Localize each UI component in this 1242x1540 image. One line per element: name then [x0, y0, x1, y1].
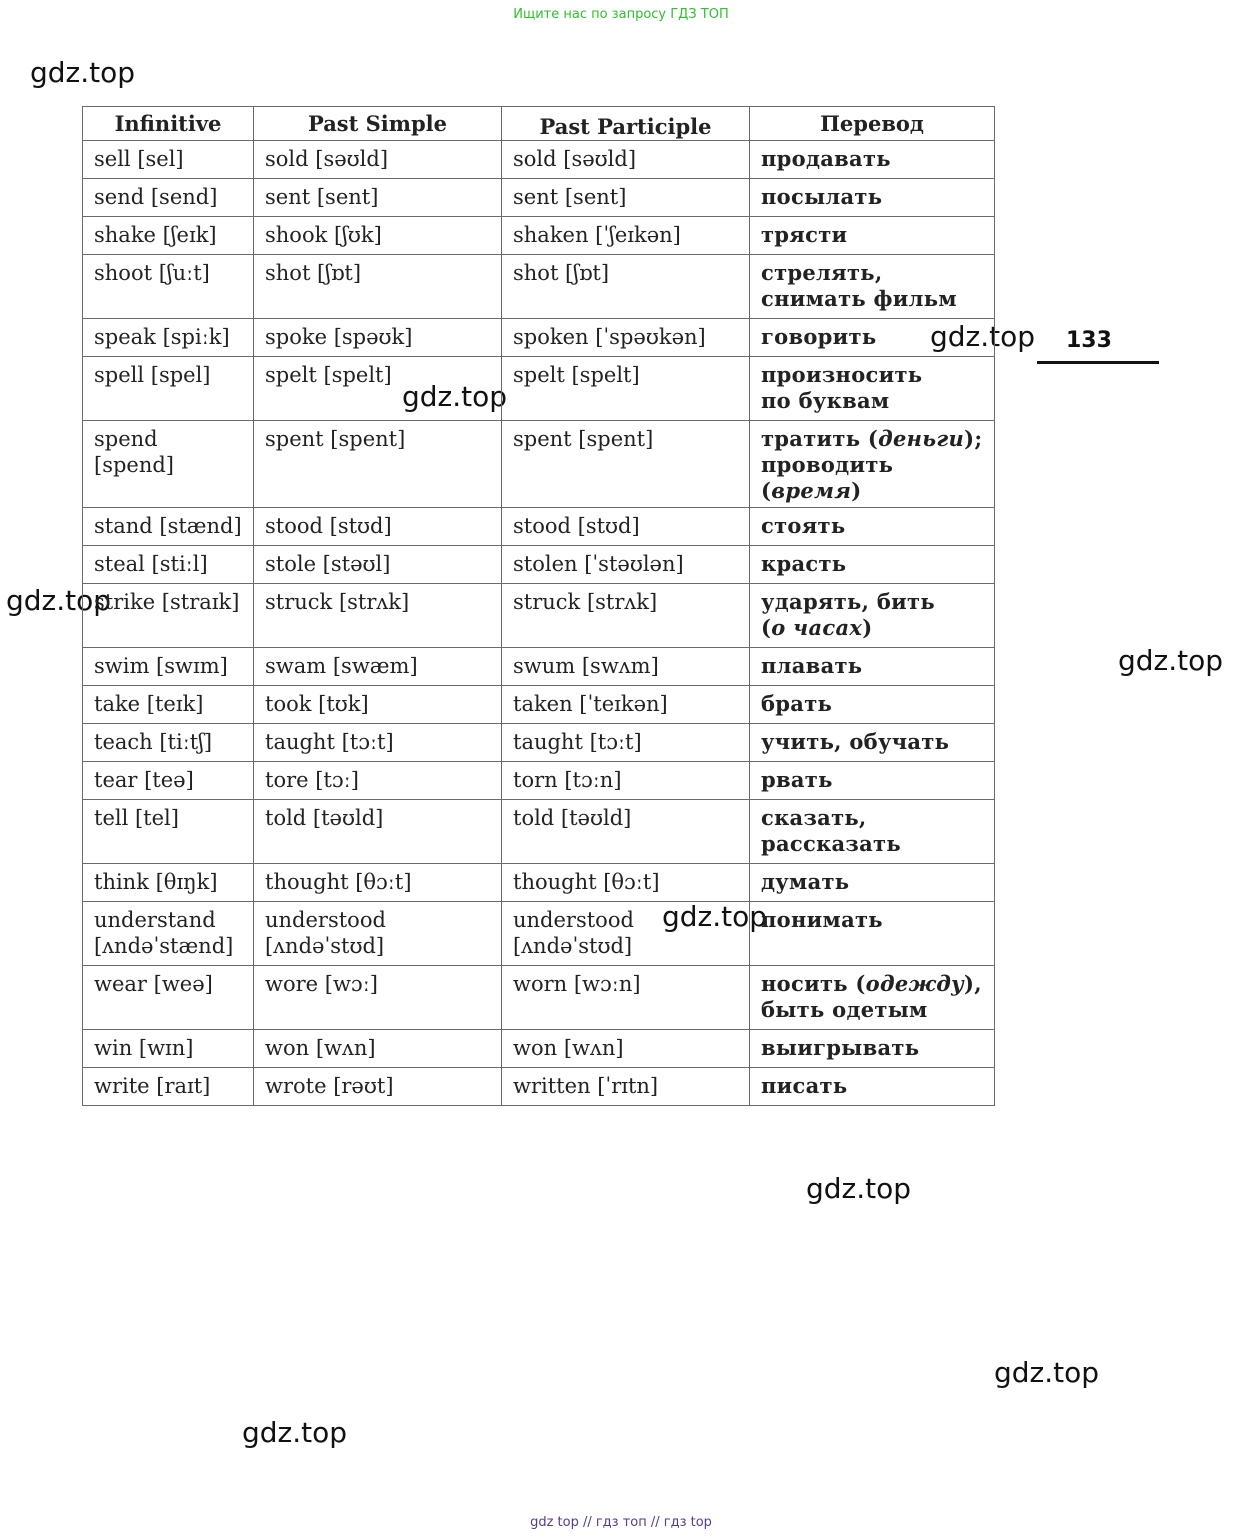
past-participle-cell: sold [səʊld]	[502, 141, 750, 179]
infinitive-cell: wear [weə]	[83, 966, 254, 1030]
table-row	[83, 508, 995, 546]
watermark: gdz.top	[402, 380, 508, 413]
infinitive-cell: tell [tel]	[83, 800, 254, 864]
past-participle-cell: written [ˈrɪtn]	[502, 1068, 750, 1106]
infinitive-cell: sell [sel]	[83, 141, 254, 179]
header-past-participle: Past Participle	[502, 107, 750, 141]
past-participle-cell: swum [swʌm]	[502, 648, 750, 686]
past-participle-cell: won [wʌn]	[502, 1030, 750, 1068]
past-simple-cell: took [tʊk]	[254, 686, 502, 724]
past-simple-cell: shook [ʃʊk]	[254, 217, 502, 255]
past-simple-cell: sold [səʊld]	[254, 141, 502, 179]
translation-cell: плавать	[750, 648, 995, 686]
infinitive-cell: take [teɪk]	[83, 686, 254, 724]
infinitive-cell: tear [teə]	[83, 762, 254, 800]
infinitive-cell: stand [stænd]	[83, 508, 254, 546]
table-row	[83, 1068, 995, 1106]
past-participle-cell: sent [sent]	[502, 179, 750, 217]
translation-cell: учить, обучать	[750, 724, 995, 762]
past-participle-cell: spent [spent]	[502, 421, 750, 508]
past-simple-cell: taught [tɔːt]	[254, 724, 502, 762]
table-row	[83, 724, 995, 762]
past-participle-cell: shaken [ˈʃeɪkən]	[502, 217, 750, 255]
table-row	[83, 648, 995, 686]
table-body	[83, 141, 995, 1106]
translation-cell: красть	[750, 546, 995, 584]
past-simple-cell: spelt [spelt]	[254, 357, 502, 421]
header-translation: Перевод	[750, 107, 995, 141]
table-row	[83, 255, 995, 319]
table-row	[83, 966, 995, 1030]
infinitive-cell: spell [spel]	[83, 357, 254, 421]
table-row	[83, 546, 995, 584]
translation-cell: стрелять, снимать фильм	[750, 255, 995, 319]
past-simple-cell: thought [θɔːt]	[254, 864, 502, 902]
past-participle-cell: understood [ʌndəˈstʊd]	[502, 902, 750, 966]
header-infinitive: Infinitive	[83, 107, 254, 141]
table-row	[83, 864, 995, 902]
past-participle-cell: taught [tɔːt]	[502, 724, 750, 762]
table-row	[83, 902, 995, 966]
past-simple-cell: swam [swæm]	[254, 648, 502, 686]
past-simple-cell: wore [wɔː]	[254, 966, 502, 1030]
translation-cell: думать	[750, 864, 995, 902]
page-number: 133	[1066, 328, 1112, 353]
past-simple-cell: tore [tɔː]	[254, 762, 502, 800]
table-row	[83, 179, 995, 217]
translation-cell: носить (одежду), быть одетым	[750, 966, 995, 1030]
table-row	[83, 762, 995, 800]
table-row	[83, 1030, 995, 1068]
translation-cell: говорить	[750, 319, 995, 357]
watermark: gdz.top	[994, 1356, 1100, 1389]
infinitive-cell: teach [tiːtʃ]	[83, 724, 254, 762]
past-participle-cell: shot [ʃɒt]	[502, 255, 750, 319]
table-row	[83, 686, 995, 724]
table-row	[83, 217, 995, 255]
past-simple-cell: stole [stəʊl]	[254, 546, 502, 584]
irregular-verbs-table	[82, 106, 995, 1106]
translation-cell: выигрывать	[750, 1030, 995, 1068]
past-participle-cell: thought [θɔːt]	[502, 864, 750, 902]
table-row	[83, 319, 995, 357]
infinitive-cell: swim [swɪm]	[83, 648, 254, 686]
infinitive-cell: understand [ʌndəˈstænd]	[83, 902, 254, 966]
table-row	[83, 800, 995, 864]
translation-cell: писать	[750, 1068, 995, 1106]
translation-cell: рвать	[750, 762, 995, 800]
translation-cell: тратить (деньги); проводить (время)	[750, 421, 995, 508]
watermark: gdz.top	[930, 320, 1036, 353]
translation-cell: ударять, бить (о часах)	[750, 584, 995, 648]
translation-cell: понимать	[750, 902, 995, 966]
table-row	[83, 141, 995, 179]
infinitive-cell: shake [ʃeɪk]	[83, 217, 254, 255]
infinitive-cell: win [wɪn]	[83, 1030, 254, 1068]
infinitive-cell: strike [straɪk]	[83, 584, 254, 648]
watermark: gdz.top	[30, 56, 136, 89]
past-simple-cell: understood [ʌndəˈstʊd]	[254, 902, 502, 966]
past-simple-cell: spent [spent]	[254, 421, 502, 508]
translation-cell: трясти	[750, 217, 995, 255]
translation-cell: стоять	[750, 508, 995, 546]
past-participle-cell: told [təʊld]	[502, 800, 750, 864]
infinitive-cell: steal [stiːl]	[83, 546, 254, 584]
infinitive-cell: send [send]	[83, 179, 254, 217]
table-row	[83, 584, 995, 648]
table-header-row	[83, 107, 995, 141]
footer: gdz top // гдз топ // гдз top	[530, 1515, 712, 1530]
page-number-rule	[1037, 361, 1159, 364]
translation-cell: брать	[750, 686, 995, 724]
past-participle-cell: torn [tɔːn]	[502, 762, 750, 800]
past-participle-cell: spoken [ˈspəʊkən]	[502, 319, 750, 357]
translation-cell: посылать	[750, 179, 995, 217]
watermark: gdz.top	[1118, 644, 1224, 677]
search-banner: Ищите нас по запросу ГДЗ ТОП	[513, 7, 729, 22]
header-past-simple: Past Simple	[254, 107, 502, 141]
past-simple-cell: wrote [rəʊt]	[254, 1068, 502, 1106]
past-simple-cell: won [wʌn]	[254, 1030, 502, 1068]
translation-cell: продавать	[750, 141, 995, 179]
table-row	[83, 357, 995, 421]
table-row	[83, 421, 995, 508]
past-simple-cell: sent [sent]	[254, 179, 502, 217]
past-simple-cell: shot [ʃɒt]	[254, 255, 502, 319]
past-participle-cell: struck [strʌk]	[502, 584, 750, 648]
past-participle-cell: stood [stʊd]	[502, 508, 750, 546]
infinitive-cell: think [θɪŋk]	[83, 864, 254, 902]
past-simple-cell: told [təʊld]	[254, 800, 502, 864]
watermark: gdz.top	[806, 1172, 912, 1205]
past-simple-cell: stood [stʊd]	[254, 508, 502, 546]
past-simple-cell: struck [strʌk]	[254, 584, 502, 648]
watermark: gdz.top	[242, 1416, 348, 1449]
past-participle-cell: worn [wɔːn]	[502, 966, 750, 1030]
past-participle-cell: stolen [ˈstəʊlən]	[502, 546, 750, 584]
watermark: gdz.top	[662, 900, 768, 933]
translation-cell: произносить по буквам	[750, 357, 995, 421]
infinitive-cell: write [raɪt]	[83, 1068, 254, 1106]
watermark: gdz.top	[6, 584, 112, 617]
infinitive-cell: speak [spiːk]	[83, 319, 254, 357]
past-simple-cell: spoke [spəʊk]	[254, 319, 502, 357]
past-participle-cell: spelt [spelt]	[502, 357, 750, 421]
translation-cell: сказать, рассказать	[750, 800, 995, 864]
infinitive-cell: shoot [ʃuːt]	[83, 255, 254, 319]
past-participle-cell: taken [ˈteɪkən]	[502, 686, 750, 724]
infinitive-cell: spend [spend]	[83, 421, 254, 508]
